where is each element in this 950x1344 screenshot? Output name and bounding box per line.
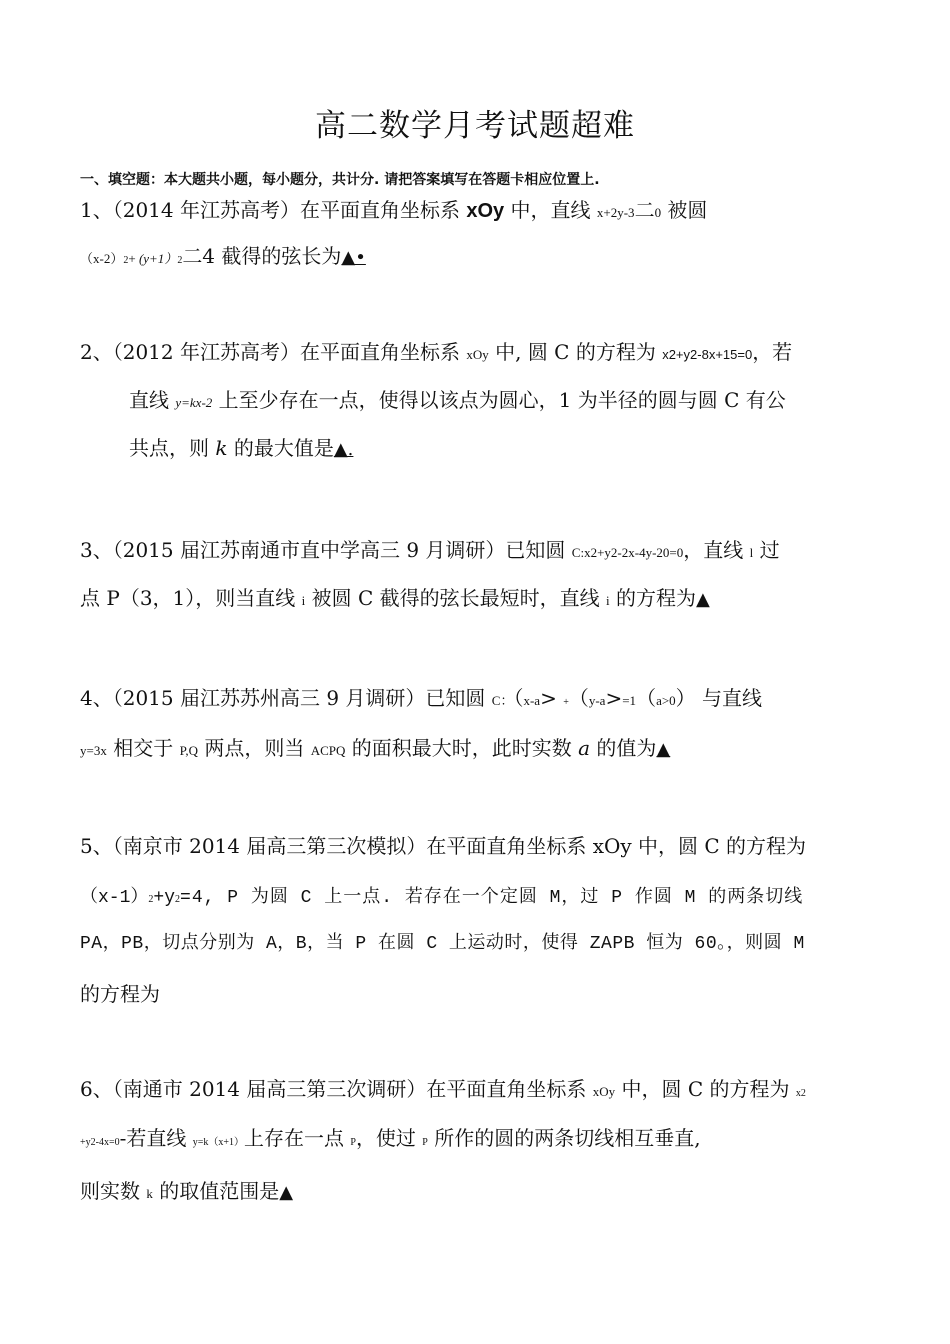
point-label: P [422, 1137, 428, 1148]
question-number: 1、 [80, 198, 113, 222]
triangle-label: ACPQ [310, 743, 346, 758]
question-text: -若直线 [119, 1126, 193, 1150]
circle-equation: x2+y2-8x+15=0 [662, 347, 753, 362]
exponent: 2 [148, 894, 154, 905]
exponent: 2 [175, 894, 181, 905]
plus-sign: + [128, 251, 139, 266]
question-text: （2012 年江苏高考）在平面直角坐标系 [112, 340, 467, 364]
line-equation-rhs: 0 [654, 205, 662, 220]
question-number: 5、 [80, 834, 113, 858]
question-number: 3、 [80, 538, 113, 562]
answer-blank: ▲ [279, 1182, 294, 1203]
question-text: 中，直线 [504, 198, 597, 222]
question-1-line-2 [80, 242, 366, 275]
question-text: （2014 年江苏高考）在平面直角坐标系 [112, 198, 467, 222]
question-number: 2、 [80, 340, 113, 364]
question-6-line-2 [80, 1124, 701, 1157]
question-3-line-1 [80, 536, 780, 567]
question-text: 二4 截得的弦长为 [182, 244, 342, 268]
question-text: 的方程为 [609, 586, 696, 610]
circle-equation: C:x2+y2-2x-4y-20=0 [571, 545, 684, 560]
variable-k: k [146, 1186, 153, 1201]
variable-a: a [578, 736, 591, 760]
question-5-line-1 [80, 832, 806, 860]
equation-part: x-a [523, 693, 541, 708]
question-6-line-3 [80, 1177, 293, 1208]
line-label: i [301, 593, 306, 608]
answer-blank: ▲• [341, 247, 366, 268]
question-text: 被圆 [661, 198, 708, 222]
question-text: 相交于 [106, 736, 180, 760]
page-title: 高二数学月考试题超难 [315, 108, 635, 144]
question-4-line-1 [80, 684, 762, 717]
equation-part: y-a [588, 693, 606, 708]
line-equation: y=kx-2 [175, 395, 213, 410]
question-5-line-4: 的方程为 [80, 982, 160, 1006]
question-text: 上至少存在一点，使得以该点为圆心，1 为半径的圆与圆 C 有公 [212, 388, 786, 412]
question-text: ，若 [752, 340, 793, 364]
coord-system-label: xOy [592, 1084, 616, 1099]
answer-blank: ▲ [695, 589, 710, 610]
question-text: 则实数 [80, 1179, 147, 1203]
question-1-line-1 [80, 196, 707, 227]
question-text: 的面积最大时，此时实数 [345, 736, 579, 760]
equation-part: > [605, 686, 623, 710]
question-text: （南通市 2014 届高三第三次调研）在平面直角坐标系 [112, 1077, 593, 1101]
line-label: i [605, 593, 610, 608]
equation-part: x2 [795, 1088, 806, 1099]
line-equation: x+2y-3 [596, 205, 635, 220]
question-text: 过 [753, 538, 780, 562]
question-text: ，直线 [683, 538, 750, 562]
question-text: 点 P（3，1），则当直线 [80, 586, 302, 610]
question-text: 共点，则 [129, 436, 216, 460]
question-number: 4、 [80, 686, 113, 710]
question-number: 6、 [80, 1077, 113, 1101]
answer-blank: ▲ [656, 739, 671, 760]
question-text: 两点，则当 [198, 736, 311, 760]
equation-part: =1 [622, 693, 637, 708]
question-2-line-2 [129, 386, 786, 417]
question-text: ，使过 [355, 1126, 423, 1150]
question-text: 直线 [129, 388, 176, 412]
question-text: 的值为 [590, 736, 657, 760]
circle-equation-part: （x-2） [80, 251, 124, 266]
exponent: 2 [177, 255, 183, 266]
equation-part: + [563, 697, 569, 708]
equation-part: +y [153, 888, 176, 908]
paren: （ [513, 686, 524, 710]
question-text: （2015 届江苏南通市直中学高三 9 月调研）已知圆 [112, 538, 572, 562]
question-text: 被圆 C 截得的弦长最短时，直线 [305, 586, 606, 610]
point-label: P [350, 1137, 356, 1148]
question-text: 上存在一点 [244, 1126, 351, 1150]
question-2-line-3 [129, 434, 353, 464]
answer-blank: ▲. [333, 439, 354, 460]
line-equation: y=3x [80, 743, 107, 758]
question-text: ） 与直线 [675, 686, 763, 710]
paren: （ [636, 686, 657, 710]
paren: （ [568, 686, 589, 710]
condition: a>0 [656, 693, 676, 708]
circle-label: C： [491, 693, 514, 708]
question-5-line-3: PA，PB，切点分别为 A，B，当 P 在圆 C 上运动时，使得 ZAPB 恒为 60。，则圆 M [80, 934, 805, 954]
line-equation: y=k（x+1） [192, 1137, 245, 1148]
question-text: 的最大值是 [227, 436, 334, 460]
points-label: P,Q [179, 743, 198, 758]
equation-part: > [540, 686, 564, 710]
exponent: 2 [123, 255, 129, 266]
coord-system-label: xOy [466, 347, 489, 362]
circle-equation-part: (y+1） [138, 251, 178, 266]
question-text: （2015 届江苏苏州高三 9 月调研）已知圆 [112, 686, 492, 710]
line-label: l [749, 545, 754, 560]
question-text: 中, 圆 C 的方程为 [488, 340, 663, 364]
equals-sign: 二 [634, 198, 655, 222]
question-2-line-1 [80, 338, 792, 369]
question-text: 的取值范围是 [152, 1179, 280, 1203]
question-4-line-2 [80, 734, 670, 765]
question-5-line-2 [80, 881, 803, 914]
question-3-line-2 [80, 584, 710, 615]
section-header: 一、填空题：本大题共小题，每小题分，共计分. 请把答案填写在答题卡相应位置上. [80, 172, 600, 188]
coord-system-label: xOy [466, 200, 505, 222]
question-text: 中，圆 C 的方程为 [615, 1077, 796, 1101]
question-text: =4, P 为圆 C 上一点. 若存在一个定圆 M，过 P 作圆 M 的两条切线 [180, 888, 804, 908]
variable-k: k [215, 436, 228, 460]
equation-part: （x-1） [80, 888, 149, 908]
question-text: （南京市 2014 届高三第三次模拟）在平面直角坐标系 xOy 中，圆 C 的方程为 [112, 834, 807, 858]
equation-part: +y2-4x=0 [80, 1137, 120, 1148]
question-6-line-1 [80, 1075, 806, 1108]
question-text: 所作的圆的两条切线相互垂直, [427, 1126, 701, 1150]
